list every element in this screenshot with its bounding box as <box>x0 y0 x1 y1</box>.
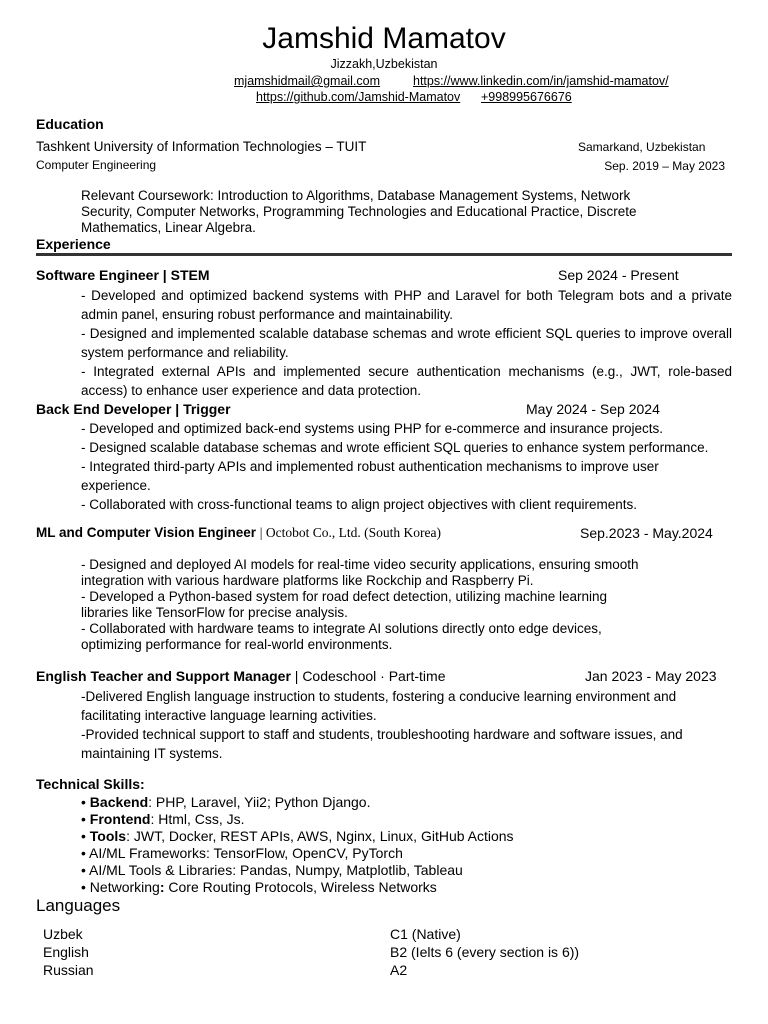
job-dates: May 2024 - Sep 2024 <box>526 401 660 417</box>
school-name: Tashkent University of Information Technologies – TUIT <box>36 139 367 154</box>
bullet: • <box>81 845 86 861</box>
phone-number[interactable]: +998995676676 <box>481 90 572 104</box>
skill-text: AI/ML Frameworks: TensorFlow, OpenCV, PyTorch <box>89 845 403 861</box>
location: Jizzakh,Uzbekistan <box>330 57 438 71</box>
job-line: - Developed a Python-based system for road defect detection, utilizing machine learning <box>81 589 608 604</box>
job-bullet: - Designed scalable database schemas and wrote efficient SQL queries to enhance system performance. <box>81 440 709 455</box>
skills-heading: Technical Skills: <box>36 776 145 792</box>
skill-label: Tools <box>89 828 127 844</box>
job-dates: Sep.2023 - May.2024 <box>580 525 713 541</box>
coursework-line: Mathematics, Linear Algebra. <box>81 220 256 235</box>
github-link[interactable]: https://github.com/Jamshid-Mamatov <box>256 90 461 104</box>
section-divider <box>36 253 732 256</box>
bullet: • <box>81 828 86 844</box>
skill-item <box>81 845 403 862</box>
job-bullet: - Developed and optimized back-end systems using PHP for e-commerce and insurance projects. <box>81 421 664 436</box>
language-name: Russian <box>43 962 94 978</box>
skill-text: : JWT, Docker, REST APIs, AWS, Nginx, Linux, GitHub Actions <box>126 828 514 844</box>
education-heading: Education <box>36 116 104 132</box>
language-name: Uzbek <box>43 926 83 942</box>
job-line: optimizing performance for real-world environments. <box>81 637 393 652</box>
language-name: English <box>43 944 89 960</box>
bullet: • <box>81 794 86 810</box>
job-bullets <box>81 557 732 653</box>
skill-text: Networking <box>89 879 160 895</box>
email-link[interactable]: mjamshidmail@gmail.com <box>234 74 381 88</box>
job-dates: Jan 2023 - May 2023 <box>585 668 717 684</box>
skill-item <box>81 811 245 828</box>
skill-label: Backend <box>89 794 149 810</box>
job-bullet: -Delivered English language instruction to students, fostering a conducive learning environment and facilitating interactive language learning activities. <box>81 689 677 723</box>
job-title: Software Engineer | STEM <box>36 267 210 283</box>
school-location: Samarkand, Uzbekistan <box>578 140 706 154</box>
skill-label: Frontend <box>89 811 151 827</box>
skill-text: : PHP, Laravel, Yii2; Python Django. <box>148 794 371 810</box>
job-bullet: -Provided technical support to staff and students, troubleshooting hardware and software issues, and maintaining IT systems. <box>81 727 683 761</box>
language-level: B2 (Ielts 6 (every section is 6)) <box>390 944 580 960</box>
bullet: • <box>81 811 86 827</box>
language-level: C1 (Native) <box>390 926 461 942</box>
coursework <box>81 188 732 236</box>
job-title: ML and Computer Vision Engineer <box>36 525 257 540</box>
education-dates: Sep. 2019 – May 2023 <box>604 159 725 173</box>
job-company: | Octobot Co., Ltd. (South Korea) <box>259 525 441 540</box>
language-level: A2 <box>390 962 408 978</box>
job-bullets <box>81 419 732 514</box>
skill-text: : Html, Css, Js. <box>150 811 245 827</box>
degree: Computer Engineering <box>36 158 157 172</box>
job-dates: Sep 2024 - Present <box>558 267 679 283</box>
skill-text: AI/ML Tools & Libraries: Pandas, Numpy, Matplotlib, Tableau <box>89 862 463 878</box>
skill-text: Core Routing Protocols, Wireless Networks <box>168 879 437 895</box>
job-bullets <box>81 286 732 400</box>
linkedin-link[interactable]: https://www.linkedin.com/in/jamshid-mamatov/ <box>413 74 669 88</box>
skill-item <box>81 828 514 845</box>
job-bullet: - Integrated third-party APIs and implemented robust authentication mechanisms to improve user experience. <box>81 459 659 493</box>
bullet: • <box>81 862 86 878</box>
languages-heading: Languages <box>36 896 121 915</box>
job-bullet: - Developed and optimized backend systems with PHP and Laravel for both Telegram bots and a private admin panel, ensuring robust performance and maintainability. <box>81 288 732 322</box>
job-bullet: - Designed and implemented scalable database schemas and wrote efficient SQL queries to improve overall system performance and reliability. <box>81 326 732 360</box>
candidate-name: Jamshid Mamatov <box>262 22 506 55</box>
job-title: English Teacher and Support Manager <box>36 668 291 684</box>
job-title-line <box>36 668 446 684</box>
bullet: • <box>81 879 86 895</box>
coursework-line: Relevant Coursework: Introduction to Algorithms, Database Management Systems, Network <box>81 188 631 203</box>
coursework-line: Security, Computer Networks, Programming Technologies and Educational Practice, Discrete <box>81 204 637 219</box>
job-title: Back End Developer | Trigger <box>36 401 231 417</box>
job-bullets <box>81 687 732 763</box>
job-title-line <box>36 525 441 541</box>
job-line: libraries like TensorFlow for precise analysis. <box>81 605 348 620</box>
job-company: | Codeschool · Part-time <box>294 668 446 684</box>
skill-item <box>81 862 463 879</box>
job-bullet: - Integrated external APIs and implemented secure authentication mechanisms (e.g., JWT, role-based access) to enhance user experience and data protection. <box>81 364 732 398</box>
job-bullet: - Collaborated with cross-functional teams to align project objectives with client requirements. <box>81 497 638 512</box>
job-line: integration with various hardware platforms like Rockchip and Raspberry Pi. <box>81 573 534 588</box>
job-line: - Designed and deployed AI models for real-time video security applications, ensuring smooth <box>81 557 639 572</box>
skill-item <box>81 794 370 811</box>
experience-heading: Experience <box>36 236 111 252</box>
job-line: - Collaborated with hardware teams to integrate AI solutions directly onto edge devices, <box>81 621 602 636</box>
skill-item: • Networking: Core Routing Protocols, Wireless Networks <box>81 879 437 895</box>
